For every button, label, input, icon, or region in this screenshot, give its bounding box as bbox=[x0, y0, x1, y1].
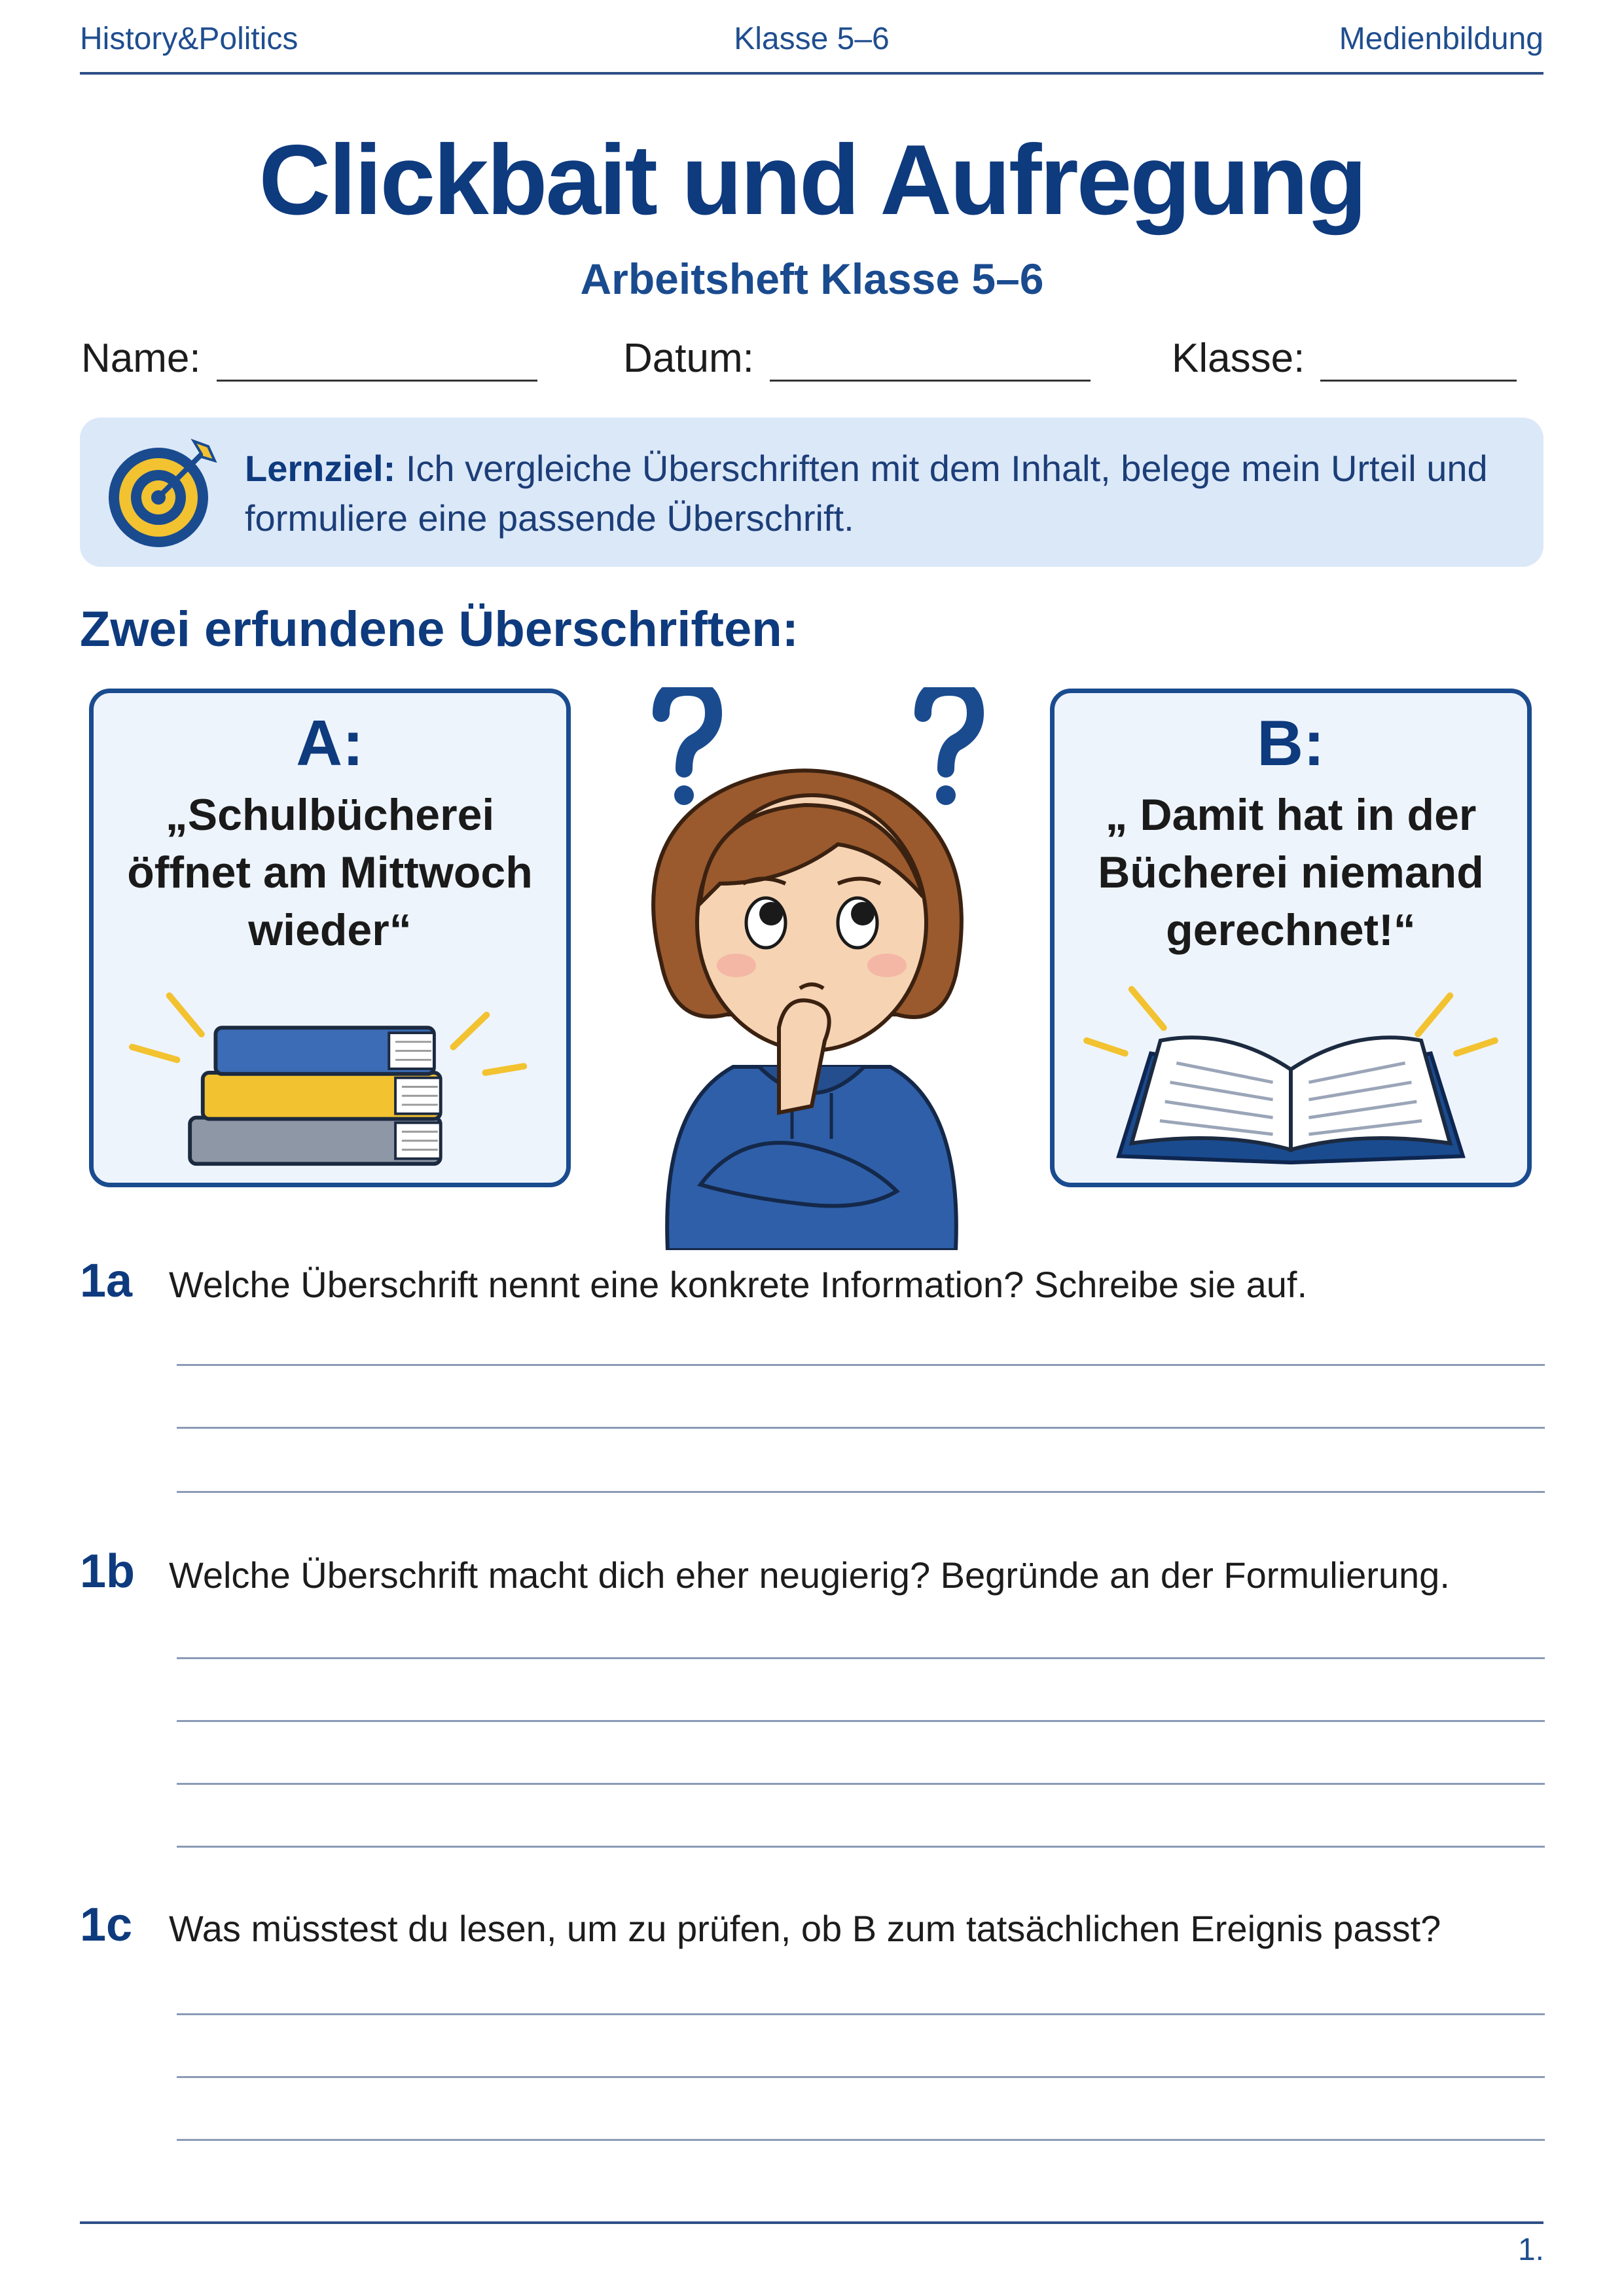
footer-divider bbox=[80, 2221, 1543, 2224]
answer-line-1a-2[interactable] bbox=[177, 1427, 1545, 1429]
answer-line-1b-4[interactable] bbox=[177, 1846, 1545, 1848]
learning-goal-box bbox=[80, 418, 1543, 567]
answer-line-1c-1[interactable] bbox=[177, 2013, 1545, 2015]
page-header bbox=[80, 18, 1543, 75]
task-number-1a: 1a bbox=[80, 1255, 133, 1307]
class-field bbox=[1172, 335, 1517, 382]
name-label: Name: bbox=[81, 336, 201, 381]
date-input-line[interactable] bbox=[770, 342, 1091, 382]
task-number-1c: 1c bbox=[80, 1899, 133, 1951]
task-number-1b: 1b bbox=[80, 1545, 135, 1598]
task-text-1a: Welche Überschrift nennt eine konkrete Information? Schreibe sie auf. bbox=[169, 1264, 1308, 1305]
answer-line-1c-3[interactable] bbox=[177, 2139, 1545, 2141]
task-text-1c: Was müsstest du lesen, um zu prüfen, ob B zum tatsächlichen Ereignis passt? bbox=[169, 1908, 1441, 1949]
page-title: Clickbait und Aufregung bbox=[259, 124, 1365, 236]
name-input-line[interactable] bbox=[217, 342, 537, 382]
answer-line-1c-2[interactable] bbox=[177, 2076, 1545, 2078]
answer-line-1b-3[interactable] bbox=[177, 1783, 1545, 1785]
section-title: Zwei erfundene Überschriften: bbox=[80, 601, 799, 657]
headline-card-b bbox=[1050, 689, 1532, 1187]
learning-goal-text bbox=[245, 444, 1515, 543]
answer-line-1b-2[interactable] bbox=[177, 1720, 1545, 1722]
header-grade: Klasse 5–6 bbox=[734, 22, 890, 56]
book-stack-icon bbox=[94, 955, 566, 1184]
headline-card-a bbox=[89, 689, 571, 1187]
open-book-icon bbox=[1055, 955, 1527, 1184]
page-subtitle: Arbeitsheft Klasse 5–6 bbox=[580, 255, 1044, 303]
learning-goal-label: Lernziel: bbox=[245, 448, 396, 489]
header-topic: Medienbildung bbox=[1339, 22, 1543, 56]
answer-line-1b-1[interactable] bbox=[177, 1657, 1545, 1659]
question-mark-icon bbox=[661, 687, 713, 769]
headline-quote-b: „ Damit hat in der Bücherei niemand gerechnet!“ bbox=[1098, 790, 1484, 955]
answer-line-1a-3[interactable] bbox=[177, 1491, 1545, 1493]
learning-goal-body: Ich vergleiche Überschriften mit dem Inhalt, belege mein Urteil und formuliere eine passende Überschrift. bbox=[245, 448, 1488, 539]
thinking-girl-illustration bbox=[589, 687, 1034, 1250]
date-field bbox=[623, 335, 1091, 382]
date-label: Datum: bbox=[623, 336, 754, 381]
header-subject: History&Politics bbox=[80, 22, 298, 56]
class-label: Klasse: bbox=[1172, 336, 1305, 381]
target-icon bbox=[103, 435, 221, 552]
task-text-1b: Welche Überschrift macht dich eher neugierig? Begründe an der Formulierung. bbox=[169, 1554, 1450, 1596]
headline-quote-a: „Schulbücherei öffnet am Mittwoch wieder“ bbox=[127, 790, 533, 955]
answer-line-1a-1[interactable] bbox=[177, 1364, 1545, 1366]
page-number: 1. bbox=[1517, 2233, 1544, 2267]
headline-letter-a: A: bbox=[296, 707, 364, 779]
name-field bbox=[81, 335, 537, 382]
class-input-line[interactable] bbox=[1320, 342, 1517, 382]
headline-letter-b: B: bbox=[1257, 707, 1325, 779]
